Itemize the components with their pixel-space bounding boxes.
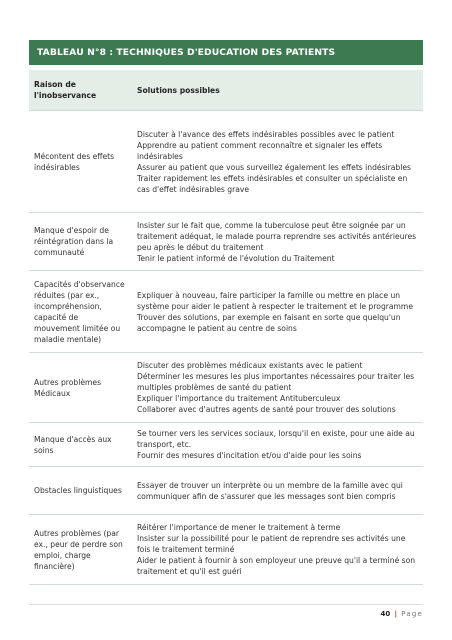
reason-cell: Mécontent des effets indésirables	[29, 111, 132, 213]
table-header-row	[29, 70, 423, 111]
solution-item: Insister sur le fait que, comme la tuberculose peut être soignée par un traitement adéquat, le malade pourra reprendre ses activités antérieures peu après le début du traitement	[137, 220, 417, 252]
solution-item: Apprendre au patient comment reconnaître et signaler les effets indésirables	[137, 140, 383, 161]
reason-cell: Capacités d'observance réduites (par ex., incompréhension, capacité de mouvement limitée ou maladie mentale)	[29, 271, 132, 353]
solution-item: Se tourner vers les services sociaux, lorsqu'il en existe, pour une aide au transport, etc.	[137, 429, 415, 449]
reason-cell: Manque d'accès aux soins	[29, 423, 132, 467]
table-row	[29, 423, 423, 467]
table-row	[29, 467, 423, 515]
page-number-separator: |	[394, 610, 398, 618]
solutions-cell	[132, 353, 423, 423]
table-row	[29, 213, 423, 271]
solutions-cell	[132, 111, 423, 213]
solutions-cell	[132, 515, 423, 585]
solution-item: Insister sur la possibilité pour le patient de reprendre ses activités une fois le traitement terminé	[137, 534, 406, 554]
solution-item: Essayer de trouver un interprète ou un membre de la famille avec qui communiquer afin de s'assurer que les messages sont bien compris	[137, 480, 403, 501]
solution-item: Déterminer les mesures les plus importantes nécessaires pour traiter les multiples problèmes de santé du patient	[137, 372, 415, 392]
page-number-value: 40	[380, 610, 391, 618]
solution-item: Expliquer à nouveau, faire participer la famille ou mettre en place un système pour aider le patient à respecter le traitement et le programme	[137, 290, 414, 311]
table-row	[29, 271, 423, 353]
solution-item: Trouver des solutions, par exemple en faisant en sorte que quelqu'un accompagne le patient au centre de soins	[137, 312, 401, 333]
solution-item: Discuter à l'avance des effets indésirables possibles avec le patient	[137, 129, 395, 139]
solutions-cell	[132, 213, 423, 271]
solution-item: Traiter rapidement les effets indésirables et consulter un spécialiste en cas d'effet indésirables grave	[137, 173, 408, 194]
table-body	[29, 111, 423, 585]
reason-cell: Autres problèmes (par ex., peur de perdre son emploi, charge financière)	[29, 515, 132, 585]
solutions-cell	[132, 467, 423, 515]
solutions-cell	[132, 271, 423, 353]
reason-cell: Autres problèmes Médicaux	[29, 353, 132, 423]
table-row	[29, 353, 423, 423]
solution-item: Aider le patient à fournir à son employeur une preuve qu'il a terminé son traitement et qu'il est guéri	[137, 556, 416, 576]
table-title: TABLEAU N°8 : TECHNIQUES D'EDUCATION DES PATIENTS	[29, 40, 423, 65]
page-label: Page	[401, 610, 423, 618]
reason-cell: Obstacles linguistiques	[29, 467, 132, 515]
solution-item: Assurer au patient que vous surveillez également les effets indésirables	[137, 162, 411, 172]
solution-item: Fournir des mesures d'incitation et/ou d'aide pour les soins	[137, 451, 362, 460]
education-techniques-table	[29, 70, 423, 585]
solution-item: Réitérer l'importance de mener le traitement à terme	[137, 523, 341, 532]
solution-item: Expliquer l'importance du traitement Antituberculeux	[137, 394, 341, 403]
header-solutions: Solutions possibles	[132, 70, 423, 111]
reason-cell: Manque d'espoir de réintégration dans la communauté	[29, 213, 132, 271]
page-number	[380, 610, 423, 618]
solution-item: Tenir le patient informé de l'évolution du Traitement	[137, 253, 335, 263]
solutions-cell	[132, 423, 423, 467]
solution-item: Collaborer avec d'autres agents de santé pour trouver des solutions	[137, 405, 396, 414]
solution-item: Discuter des problèmes médicaux existants avec le patient	[137, 361, 363, 370]
header-reason: Raison de l'inobservance	[29, 70, 132, 111]
table-row	[29, 515, 423, 585]
table-row	[29, 111, 423, 213]
page-footer	[29, 604, 423, 623]
